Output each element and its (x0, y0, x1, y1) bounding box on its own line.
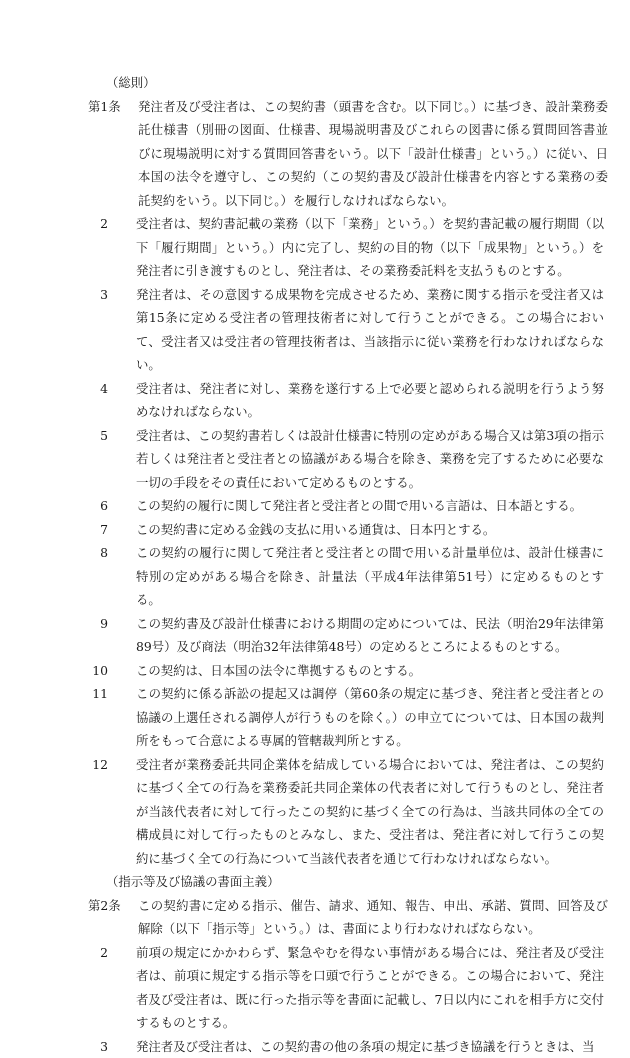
clause-number: 12 (84, 753, 136, 871)
clause-number: 3 (84, 1035, 136, 1058)
clause-number: 2 (84, 941, 136, 1035)
article (88, 894, 608, 941)
clause-text: 受注者は、発注者に対し、業務を遂行する上で必要と認められる説明を行うよう努めなければならない。 (136, 377, 604, 424)
clause-text: この契約書に定める金銭の支払に用いる通貨は、日本円とする。 (136, 518, 604, 542)
heading-text: （総則） (106, 71, 156, 95)
clause (84, 541, 604, 612)
article-text: この契約書に定める指示、催告、請求、通知、報告、申出、承諾、質問、回答及び解除（以下「指示等」という。）は、書面により行わなければならない。 (138, 894, 608, 941)
clause-number: 10 (84, 659, 136, 683)
clause-text: この契約書及び設計仕様書における期間の定めについては、民法（明治29年法律第89号）及び商法（明治32年法律第48号）の定めるところによるものとする。 (136, 612, 604, 659)
clause-number: 5 (84, 424, 136, 495)
clause-text: この契約の履行に関して発注者と受注者との間で用いる計量単位は、設計仕様書に特別の定めがある場合を除き、計量法（平成4年法律第51号）に定めるものとする。 (136, 541, 604, 612)
section-heading (0, 870, 630, 894)
clause-text: 受注者は、この契約書若しくは設計仕様書に特別の定めがある場合又は第3項の指示若しくは発注者と受注者との協議がある場合を除き、業務を完了するために必要な一切の手段をその責任において定めるものとする。 (136, 424, 604, 495)
clause-text: この契約の履行に関して発注者と受注者との間で用いる言語は、日本語とする。 (136, 494, 604, 518)
clause-text: 発注者及び受注者は、この契約書の他の条項の規定に基づき協議を行うときは、当 (136, 1035, 604, 1058)
clause (84, 494, 604, 518)
clause-number: 8 (84, 541, 136, 612)
clause-number: 2 (84, 212, 136, 283)
clause (84, 753, 604, 871)
clause-text: この契約は、日本国の法令に準拠するものとする。 (136, 659, 604, 683)
clause-number: 6 (84, 494, 136, 518)
article-text: 発注者及び受注者は、この契約書（頭書を含む。以下同じ。）に基づき、設計業務委託仕様書（別冊の図面、仕様書、現場説明書及びこれらの図書に係る質問回答書並びに現場説明に対する質問回答書をいう。以下「設計仕様書」という。）に従い、日本国の法令を遵守し、この契約（この契約書及び設計仕様書を内容とする業務の委託契約をいう。以下同じ。）を履行しなければならない。 (138, 95, 608, 213)
clause-number: 7 (84, 518, 136, 542)
clause (84, 659, 604, 683)
article-number: 第2条 (88, 894, 138, 941)
section-heading (0, 71, 630, 95)
clause (84, 682, 604, 753)
clause (84, 283, 604, 377)
clause-text: 受注者が業務委託共同企業体を結成している場合においては、発注者は、この契約に基づく全ての行為を業務委託共同企業体の代表者に対して行うものとし、発注者が当該代表者に対して行ったこの契約に基づく全ての行為は、当該共同体の全ての構成員に対して行ったものとみなし、また、受注者は、発注者に対して行うこの契約に基づく全ての行為について当該代表者を通じて行わなければならない。 (136, 753, 604, 871)
clause-text: この契約に係る訴訟の提起又は調停（第60条の規定に基づき、発注者と受注者との協議の上選任される調停人が行うものを除く。）の申立てについては、日本国の裁判所をもって合意による専属的管轄裁判所とする。 (136, 682, 604, 753)
clause-number: 9 (84, 612, 136, 659)
clause-number: 3 (84, 283, 136, 377)
clause (84, 612, 604, 659)
clause (84, 1035, 604, 1058)
clause-text: 発注者は、その意図する成果物を完成させるため、業務に関する指示を受注者又は第15条に定める受注者の管理技術者に対して行うことができる。この場合において、受注者又は受注者の管理技術者は、当該指示に従い業務を行わなければならない。 (136, 283, 604, 377)
clause-number: 11 (84, 682, 136, 753)
clause (84, 377, 604, 424)
clause (84, 212, 604, 283)
heading-text: （指示等及び協議の書面主義） (106, 870, 279, 894)
document-page (0, 71, 630, 1058)
clause (84, 518, 604, 542)
clause (84, 424, 604, 495)
clause-number: 4 (84, 377, 136, 424)
article (88, 95, 608, 213)
clause (84, 941, 604, 1035)
clause-text: 前項の規定にかかわらず、緊急やむを得ない事情がある場合には、発注者及び受注者は、前項に規定する指示等を口頭で行うことができる。この場合において、発注者及び受注者は、既に行った指示等を書面に記載し、7日以内にこれを相手方に交付するものとする。 (136, 941, 604, 1035)
clause-text: 受注者は、契約書記載の業務（以下「業務」という。）を契約書記載の履行期間（以下「履行期間」という。）内に完了し、契約の目的物（以下「成果物」という。）を発注者に引き渡すものとし、発注者は、その業務委託料を支払うものとする。 (136, 212, 604, 283)
article-number: 第1条 (88, 95, 138, 213)
